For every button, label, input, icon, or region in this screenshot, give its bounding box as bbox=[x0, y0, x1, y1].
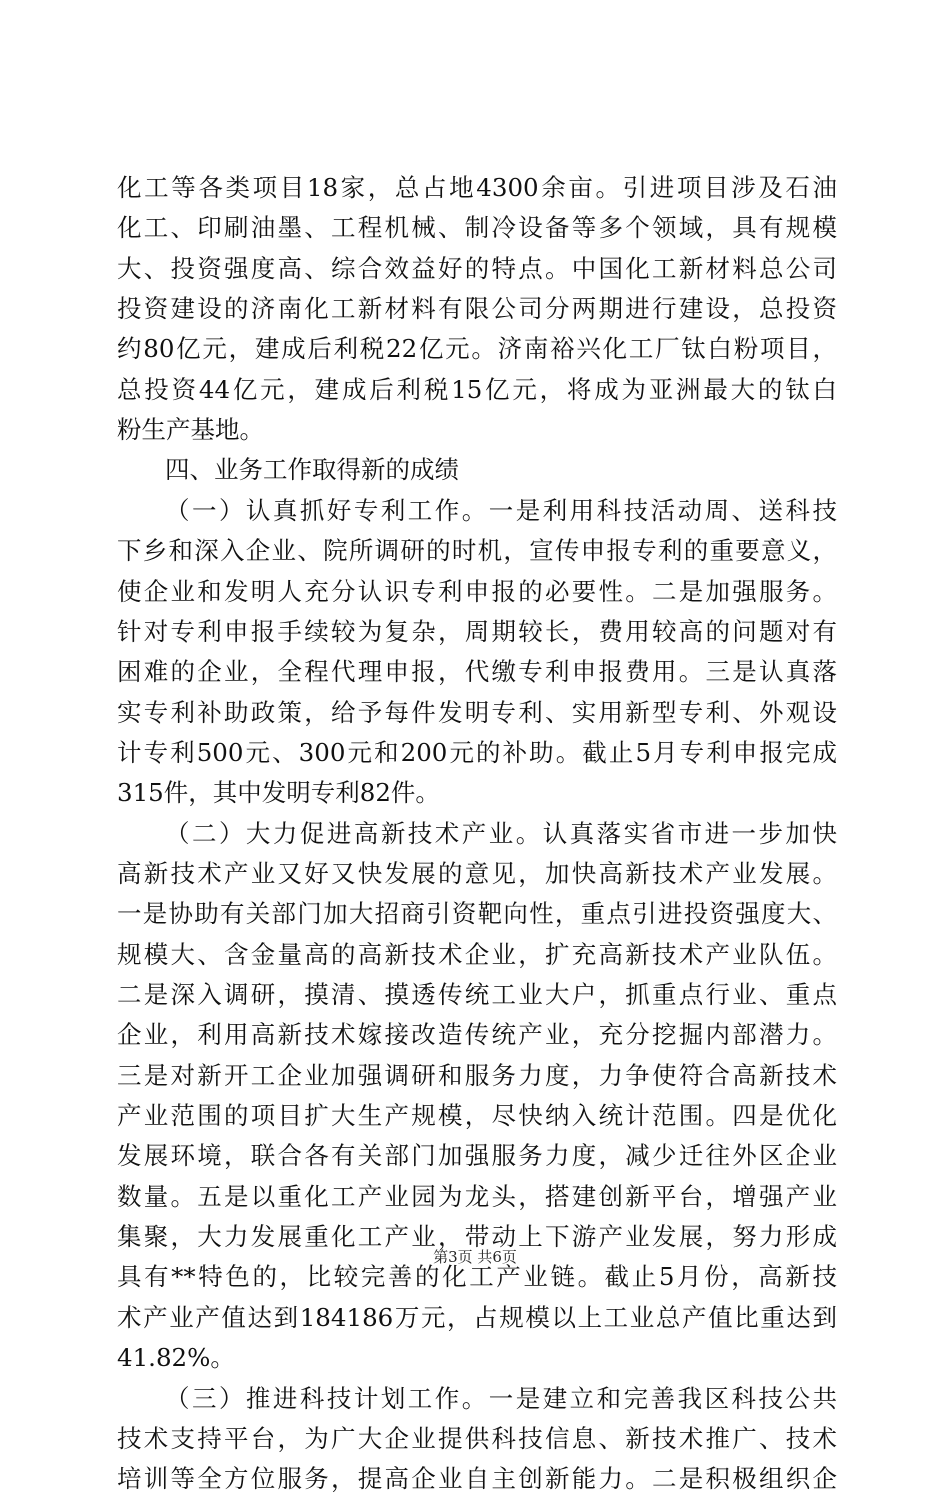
text-line: 困难的企业，全程代理申报，代缴专利申报费用。三是认真落 bbox=[117, 657, 837, 686]
text-line: 技术支持平台，为广大企业提供科技信息、新技术推广、技术 bbox=[117, 1424, 837, 1453]
text-line: 集聚，大力发展重化工产业，带动上下游产业发展，努力形成 bbox=[117, 1222, 837, 1251]
text-line: （二）大力促进高新技术产业。认真落实省市进一步加快 bbox=[165, 819, 837, 848]
text-line: 总投资44亿元，建成后利税15亿元，将成为亚洲最大的钛白 bbox=[117, 375, 837, 404]
text-line: 发展环境，联合各有关部门加强服务力度，减少迁往外区企业 bbox=[117, 1141, 837, 1170]
text-line: 具有**特色的，比较完善的化工产业链。截止5月份，高新技 bbox=[117, 1262, 837, 1291]
text-line: 培训等全方位服务，提高企业自主创新能力。二是积极组织企 bbox=[117, 1464, 837, 1493]
text-line: 投资建设的济南化工新材料有限公司分两期进行建设，总投资 bbox=[117, 294, 837, 323]
text-line: 产业范围的项目扩大生产规模，尽快纳入统计范围。四是优化 bbox=[117, 1101, 837, 1130]
text-line: 针对专利申报手续较为复杂，周期较长，费用较高的问题对有 bbox=[117, 617, 837, 646]
text-line: 企业，利用高新技术嫁接改造传统产业，充分挖掘内部潜力。 bbox=[117, 1020, 837, 1049]
page-footer: 第3页 共6页 bbox=[433, 1248, 517, 1266]
text-line: 二是深入调研，摸清、摸透传统工业大户，抓重点行业、重点 bbox=[117, 980, 837, 1009]
text-line: 41.82%。 bbox=[117, 1343, 235, 1372]
text-line: （一）认真抓好专利工作。一是利用科技活动周、送科技 bbox=[165, 496, 837, 525]
text-line: （三）推进科技计划工作。一是建立和完善我区科技公共 bbox=[165, 1384, 837, 1413]
text-line: 高新技术产业又好又快发展的意见，加快高新技术产业发展。 bbox=[117, 859, 837, 888]
text-line: 三是对新开工企业加强调研和服务力度，力争使符合高新技术 bbox=[117, 1061, 837, 1090]
text-line: 使企业和发明人充分认识专利申报的必要性。二是加强服务。 bbox=[117, 577, 837, 606]
text-line: 化工等各类项目18家，总占地4300余亩。引进项目涉及石油 bbox=[117, 173, 837, 202]
text-line: 计专利500元、300元和200元的补助。截止5月专利申报完成 bbox=[117, 738, 837, 767]
text-line: 315件，其中发明专利82件。 bbox=[117, 778, 440, 807]
text-line: 一是协助有关部门加大招商引资靶向性，重点引进投资强度大、 bbox=[117, 899, 837, 928]
text-line: 化工、印刷油墨、工程机械、制冷设备等多个领域，具有规模 bbox=[117, 213, 837, 242]
text-line: 约80亿元，建成后利税22亿元。济南裕兴化工厂钛白粉项目， bbox=[117, 334, 837, 363]
text-line: 四、业务工作取得新的成绩 bbox=[165, 455, 459, 484]
text-line: 大、投资强度高、综合效益好的特点。中国化工新材料总公司 bbox=[117, 254, 837, 283]
text-line: 规模大、含金量高的高新技术企业，扩充高新技术产业队伍。 bbox=[117, 940, 837, 969]
text-line: 术产业产值达到184186万元，占规模以上工业总产值比重达到 bbox=[117, 1303, 837, 1332]
text-line: 下乡和深入企业、院所调研的时机，宣传申报专利的重要意义， bbox=[117, 536, 837, 565]
text-line: 粉生产基地。 bbox=[117, 415, 264, 444]
text-line: 实专利补助政策，给予每件发明专利、实用新型专利、外观设 bbox=[117, 698, 837, 727]
text-line: 数量。五是以重化工产业园为龙头，搭建创新平台，增强产业 bbox=[117, 1182, 837, 1211]
